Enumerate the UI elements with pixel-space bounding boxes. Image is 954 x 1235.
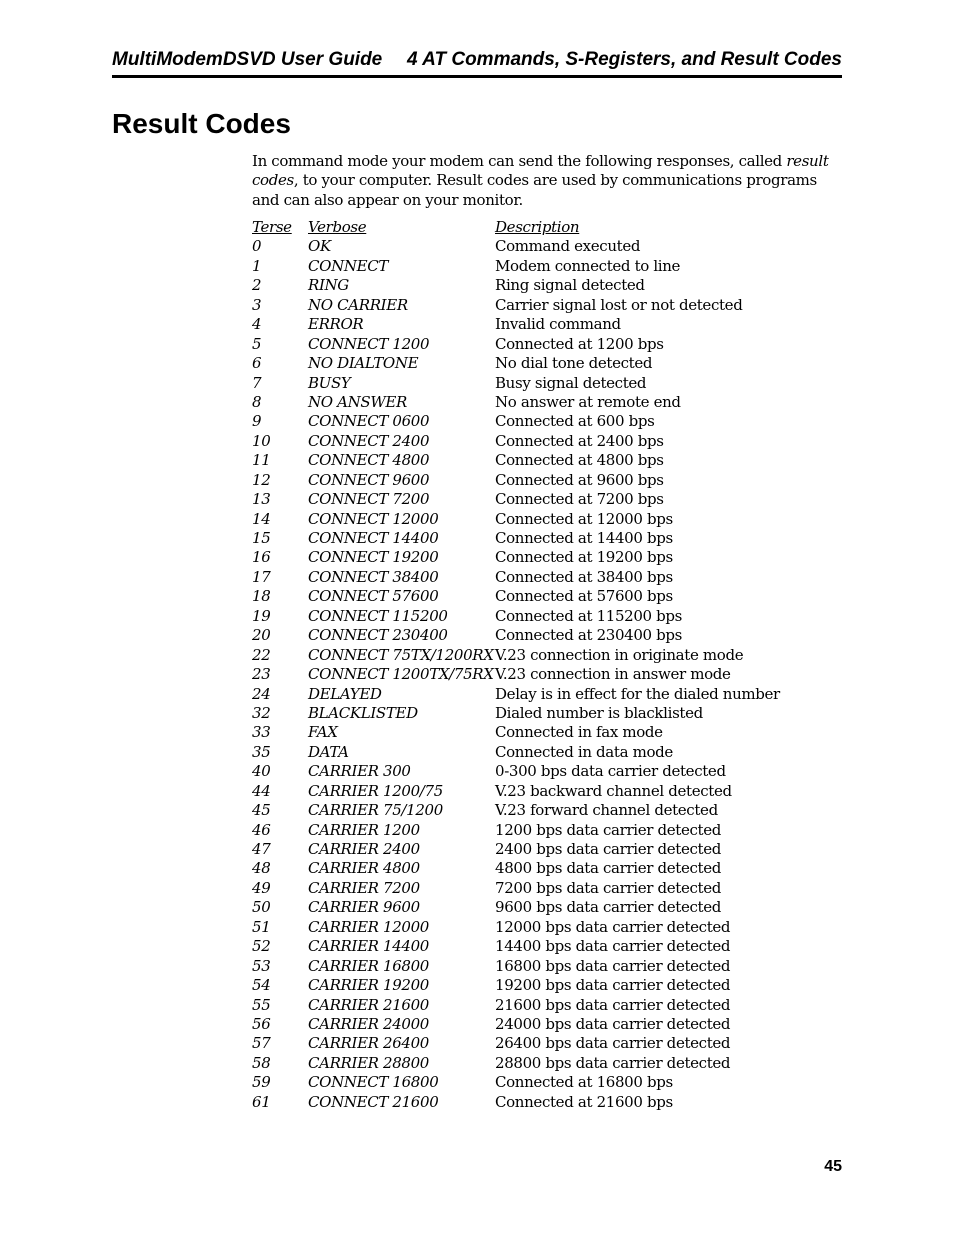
verbose-code: ERROR [308, 315, 364, 334]
table-row [252, 821, 812, 840]
code-description: 2400 bps data carrier detected [495, 840, 721, 858]
table-row [252, 976, 812, 995]
code-description: V.23 forward channel detected [495, 801, 718, 820]
table-row [252, 335, 812, 354]
table-row [252, 607, 812, 626]
verbose-code: BLACKLISTED [308, 703, 418, 722]
verbose-code: CONNECT 230400 [308, 626, 448, 645]
table-row [252, 704, 812, 723]
verbose-code: CONNECT 9600 [308, 470, 430, 489]
verbose-code: CONNECT [308, 256, 389, 275]
result-codes-table [252, 218, 812, 1112]
code-description: 0-300 bps data carrier detected [495, 762, 726, 781]
terse-code: 48 [252, 859, 271, 878]
verbose-code: CONNECT 14400 [308, 529, 439, 547]
table-row [252, 393, 812, 412]
verbose-code: CONNECT 21600 [308, 1092, 439, 1111]
terse-code: 1 [252, 256, 262, 275]
table-row [252, 237, 812, 256]
terse-code: 4 [252, 315, 262, 334]
terse-code: 49 [252, 878, 271, 897]
table-row [252, 898, 812, 917]
table-row [252, 568, 812, 587]
terse-code: 45 [252, 801, 271, 820]
terse-code: 55 [252, 995, 271, 1014]
terse-code: 24 [252, 684, 271, 703]
verbose-code: CONNECT 1200 [308, 334, 430, 353]
code-description: 16800 bps data carrier detected [495, 956, 731, 975]
table-row [252, 996, 812, 1015]
verbose-code: CARRIER 19200 [308, 976, 430, 995]
terse-code: 56 [252, 1014, 271, 1033]
code-description: 19200 bps data carrier detected [495, 976, 731, 995]
column-header-description: Description [495, 218, 580, 236]
table-row [252, 743, 812, 762]
code-description: Busy signal detected [495, 373, 647, 392]
verbose-code: CARRIER 16800 [308, 956, 430, 975]
verbose-code: NO DIALTONE [308, 354, 419, 373]
terse-code: 20 [252, 626, 271, 645]
page-title: Result Codes [112, 108, 291, 139]
verbose-code: CARRIER 7200 [308, 878, 420, 897]
verbose-code: FAX [308, 723, 338, 742]
code-description: 28800 bps data carrier detected [495, 1053, 731, 1072]
code-description: Dialed number is blacklisted [495, 703, 703, 722]
terse-code: 15 [252, 529, 271, 547]
table-row [252, 859, 812, 878]
table-header-row [252, 218, 812, 237]
table-row [252, 529, 812, 548]
table-row [252, 782, 812, 801]
table-row [252, 646, 812, 665]
column-header-terse: Terse [252, 218, 292, 236]
intro-emphasis: result codes [252, 152, 829, 190]
terse-code: 3 [252, 295, 262, 314]
code-description: 26400 bps data carrier detected [495, 1034, 731, 1053]
terse-code: 57 [252, 1034, 271, 1053]
column-header-verbose: Verbose [308, 218, 367, 236]
verbose-code: CONNECT 2400 [308, 431, 430, 450]
verbose-code: CONNECT 0600 [308, 412, 430, 431]
table-row [252, 471, 812, 490]
code-description: Carrier signal lost or not detected [495, 295, 743, 314]
table-row [252, 1073, 812, 1092]
table-row [252, 1034, 812, 1053]
code-description: Modem connected to line [495, 256, 681, 275]
table-row [252, 587, 812, 606]
terse-code: 61 [252, 1092, 271, 1111]
table-row [252, 432, 812, 451]
verbose-code: NO CARRIER [308, 295, 408, 314]
code-description: Connected at 1200 bps [495, 334, 664, 353]
code-description: Connected at 12000 bps [495, 509, 673, 528]
code-description: 24000 bps data carrier detected [495, 1014, 731, 1033]
terse-code: 47 [252, 840, 271, 858]
code-description: 14400 bps data carrier detected [495, 937, 731, 956]
verbose-code: CONNECT 19200 [308, 548, 439, 567]
terse-code: 59 [252, 1073, 271, 1092]
verbose-code: CARRIER 1200/75 [308, 781, 443, 800]
header-guide-title: MultiModemDSVD User Guide [112, 49, 383, 70]
code-description: Delay is in effect for the dialed number [495, 684, 780, 703]
verbose-code: CONNECT 4800 [308, 451, 430, 470]
code-description: 21600 bps data carrier detected [495, 995, 731, 1014]
terse-code: 33 [252, 723, 271, 742]
terse-code: 7 [252, 373, 262, 392]
terse-code: 35 [252, 742, 271, 761]
terse-code: 19 [252, 606, 271, 625]
terse-code: 51 [252, 917, 271, 936]
table-row [252, 276, 812, 295]
intro-text-after: , to your computer. Result codes are used by communications programs and can also appear on your monitor. [252, 171, 817, 209]
table-row [252, 257, 812, 276]
code-description: Connected at 9600 bps [495, 470, 664, 489]
code-description: 4800 bps data carrier detected [495, 859, 721, 878]
verbose-code: CONNECT 12000 [308, 509, 439, 528]
verbose-code: CONNECT 16800 [308, 1073, 439, 1092]
terse-code: 16 [252, 548, 271, 567]
verbose-code: CARRIER 4800 [308, 859, 420, 878]
code-description: No dial tone detected [495, 354, 653, 373]
terse-code: 14 [252, 509, 271, 528]
verbose-code: CONNECT 75TX/1200RX [308, 645, 494, 664]
terse-code: 9 [252, 412, 262, 431]
table-row [252, 1054, 812, 1073]
verbose-code: CARRIER 24000 [308, 1014, 430, 1033]
table-row [252, 665, 812, 684]
code-description: Connected in data mode [495, 742, 673, 761]
terse-code: 54 [252, 976, 271, 995]
terse-code: 10 [252, 431, 271, 450]
code-description: V.23 connection in originate mode [495, 645, 744, 664]
code-description: Connected at 16800 bps [495, 1073, 673, 1092]
code-description: Connected at 115200 bps [495, 606, 683, 625]
terse-code: 40 [252, 762, 271, 781]
terse-code: 11 [252, 451, 271, 470]
code-description: Connected at 600 bps [495, 412, 655, 431]
code-description: Connected at 14400 bps [495, 529, 673, 547]
table-row [252, 412, 812, 431]
header-chapter-title: 4 AT Commands, S-Registers, and Result Codes [407, 49, 842, 70]
code-description: Connected in fax mode [495, 723, 663, 742]
verbose-code: NO ANSWER [308, 392, 407, 411]
table-row [252, 879, 812, 898]
code-description: V.23 backward channel detected [495, 781, 732, 800]
table-row [252, 937, 812, 956]
code-description: Invalid command [495, 315, 621, 334]
running-header [112, 48, 842, 78]
code-description: Connected at 38400 bps [495, 567, 673, 586]
code-description: Connected at 21600 bps [495, 1092, 673, 1111]
verbose-code: DATA [308, 742, 349, 761]
verbose-code: BUSY [308, 373, 351, 392]
table-row [252, 723, 812, 742]
verbose-code: OK [308, 237, 331, 256]
verbose-code: RING [308, 276, 349, 295]
table-row [252, 840, 812, 859]
table-row [252, 548, 812, 567]
terse-code: 53 [252, 956, 271, 975]
verbose-code: CARRIER 2400 [308, 840, 420, 858]
code-description: Connected at 19200 bps [495, 548, 673, 567]
verbose-code: CARRIER 300 [308, 762, 411, 781]
table-row [252, 685, 812, 704]
code-description: Command executed [495, 237, 641, 256]
terse-code: 6 [252, 354, 262, 373]
code-description: Connected at 4800 bps [495, 451, 664, 470]
table-body [252, 237, 812, 1112]
terse-code: 58 [252, 1053, 271, 1072]
terse-code: 12 [252, 470, 271, 489]
table-row [252, 510, 812, 529]
code-description: No answer at remote end [495, 392, 681, 411]
verbose-code: CONNECT 7200 [308, 490, 430, 509]
verbose-code: CARRIER 21600 [308, 995, 430, 1014]
terse-code: 32 [252, 703, 271, 722]
table-row [252, 801, 812, 820]
table-row [252, 451, 812, 470]
table-row [252, 490, 812, 509]
table-row [252, 918, 812, 937]
table-row [252, 374, 812, 393]
verbose-code: CARRIER 26400 [308, 1034, 430, 1053]
verbose-code: CARRIER 12000 [308, 917, 430, 936]
intro-text-before: In command mode your modem can send the following responses, called [252, 152, 787, 170]
verbose-code: CARRIER 1200 [308, 820, 420, 839]
table-row [252, 957, 812, 976]
terse-code: 44 [252, 781, 271, 800]
terse-code: 5 [252, 334, 262, 353]
terse-code: 22 [252, 645, 271, 664]
intro-paragraph [252, 152, 832, 210]
code-description: 9600 bps data carrier detected [495, 898, 721, 917]
code-description: Connected at 2400 bps [495, 431, 664, 450]
terse-code: 8 [252, 392, 262, 411]
verbose-code: CARRIER 9600 [308, 898, 420, 917]
verbose-code: CARRIER 75/1200 [308, 801, 443, 820]
code-description: 7200 bps data carrier detected [495, 878, 721, 897]
table-row [252, 1093, 812, 1112]
terse-code: 46 [252, 820, 271, 839]
verbose-code: CONNECT 57600 [308, 587, 439, 606]
code-description: 1200 bps data carrier detected [495, 820, 721, 839]
table-row [252, 315, 812, 334]
terse-code: 50 [252, 898, 271, 917]
code-description: V.23 connection in answer mode [495, 665, 731, 684]
page-number: 45 [824, 1158, 842, 1175]
code-description: Connected at 230400 bps [495, 626, 683, 645]
verbose-code: CONNECT 115200 [308, 606, 448, 625]
verbose-code: CARRIER 14400 [308, 937, 430, 956]
code-description: 12000 bps data carrier detected [495, 917, 731, 936]
code-description: Connected at 57600 bps [495, 587, 673, 606]
verbose-code: CARRIER 28800 [308, 1053, 430, 1072]
terse-code: 2 [252, 276, 262, 295]
table-row [252, 296, 812, 315]
table-row [252, 762, 812, 781]
table-row [252, 1015, 812, 1034]
terse-code: 0 [252, 237, 262, 256]
verbose-code: CONNECT 38400 [308, 567, 439, 586]
terse-code: 52 [252, 937, 271, 956]
terse-code: 17 [252, 567, 271, 586]
code-description: Ring signal detected [495, 276, 645, 295]
terse-code: 18 [252, 587, 271, 606]
code-description: Connected at 7200 bps [495, 490, 664, 509]
terse-code: 13 [252, 490, 271, 509]
verbose-code: CONNECT 1200TX/75RX [308, 665, 494, 684]
table-row [252, 354, 812, 373]
verbose-code: DELAYED [308, 684, 382, 703]
terse-code: 23 [252, 665, 271, 684]
table-row [252, 626, 812, 645]
